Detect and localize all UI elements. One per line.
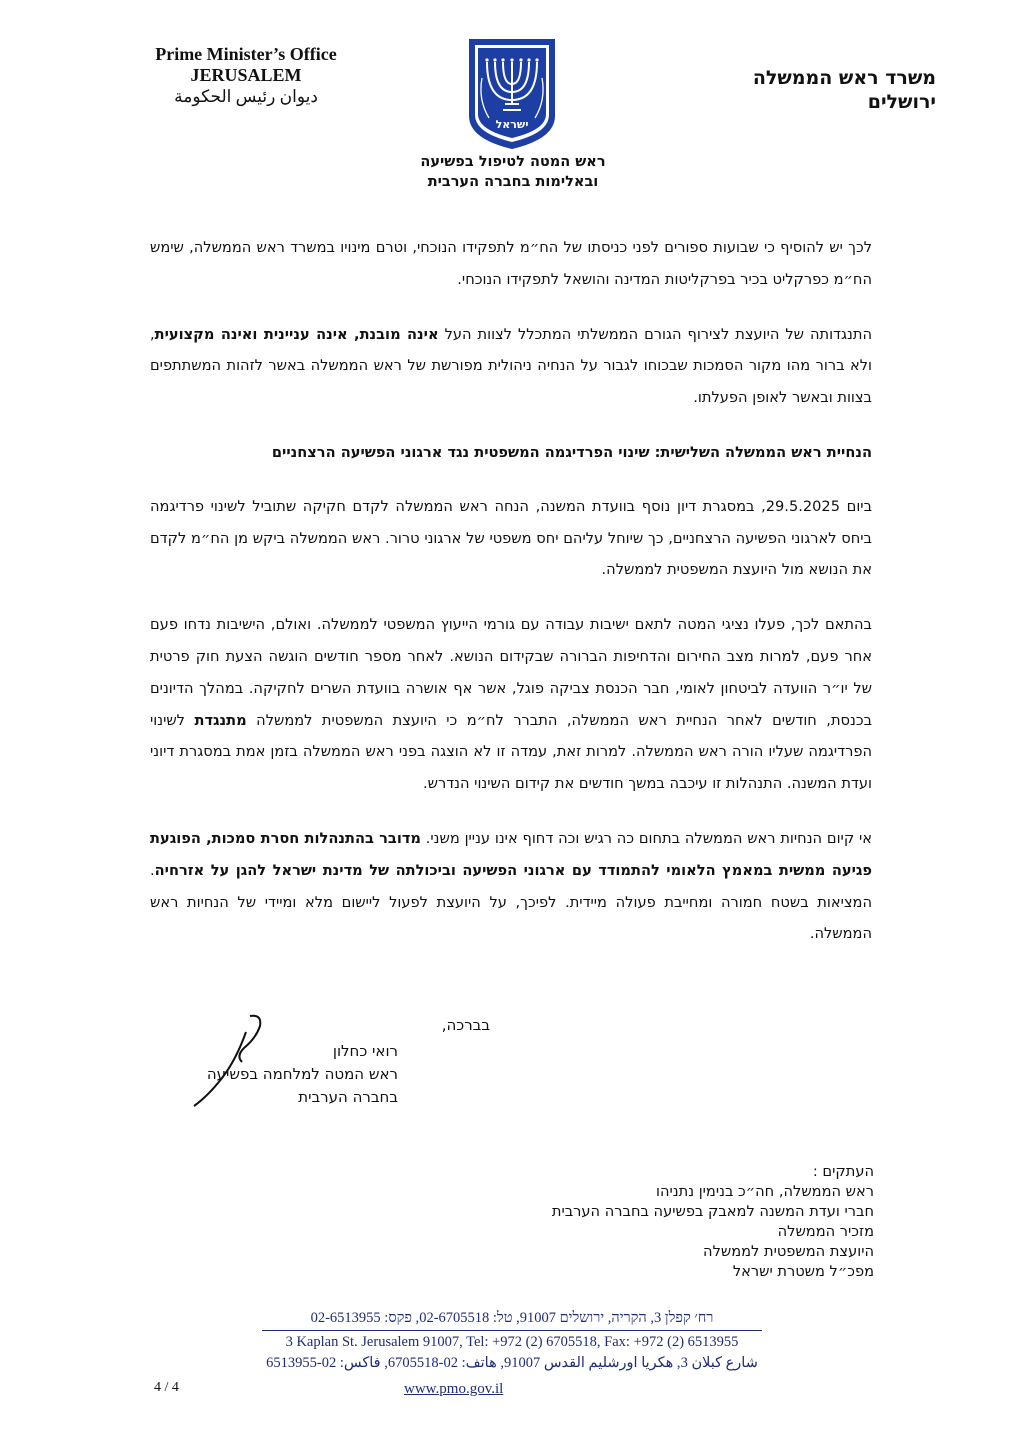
signatory-name: רואי כחלון [332,1042,398,1060]
paragraph-4-text: בהתאם לכך, פעלו נציגי המטה לתאם ישיבות עבודה עם גורמי הייעוץ המשפטי לממשלה. ואולם, הישיבות נדחו פעם אחר פעם, למרות מצב החירום והדחיפות הברורה שבקידום הנושא. לאחר מספר חודשים הוגשה הצעת חוק פרטית של יו״ר הוועדה לביטחון לאומי, חבר הכנסת צביקה פוגל, אשר אף אושרה בוועדת השרים לחקיקה. במהלך הדיונים בכנסת, חודשים לאחר הנחיית ראש הממשלה, התברר לח״מ כי היועצת המשפטית לממשלה [150,616,873,729]
office-name-line1: Prime Minister’s Office [155,44,337,64]
office-city-hebrew: ירושלים [867,91,936,113]
paragraph-2-text-end: , ולא ברור מהו מקור הסמכות שבכוחו לגבור על הנחיה ניהולית מפורשת של ראש הממשלה באשר לזהות המשתתפים בצוות ובאשר לאופן הפעלתו. [150,325,872,407]
cc-item: מפכ״ל משטרת ישראל [732,1263,874,1280]
footer-address-arabic: شارع كبلان 3, هكريا اورشليم القدس 91007, هاتف: 02-6705518, فاكس: 02-6513955 [266,1355,758,1371]
paragraph-5-bold: מדובר בהתנהלות חסרת סמכות, הפוגעת פגיעה ממשית במאמץ הלאומי להתמודד עם ארגוני הפשיעה וביכולתה של מדינת ישראל להגן על אזרחיה [150,829,872,879]
paragraph-1: לכך יש להוסיף כי שבועות ספורים לפני כניסתו של הח״מ לתפקידו הנוכחי, וטרם מינויו במשרד ראש הממשלה, שימש הח״מ כפרקליט בכיר בפרקליטות המדינה והושאל לתפקידו הנוכחי. [150,239,872,288]
paragraph-4-bold: מתנגדת [194,711,247,729]
footer-address [262,1308,762,1374]
section-heading: הנחיית ראש הממשלה השלישית: שינוי הפרדיגמה המשפטית נגד ארגוני הפשיעה הרצחניים [271,443,872,461]
paragraph-5-text-end: . המציאות בשטח חמורה ומחייבת פעולה מיידית. לפיכך, על היועצת לפעול ליישום מלא ומיידי של הנחיות ראש הממשלה. [150,861,872,943]
department-subheading [360,152,666,192]
department-line2: ובאלימות בחברה הערבית [427,174,599,190]
footer-address-hebrew: רח׳ קפלן 3, הקריה, ירושלים 91007, טל: 02-6705518, פקס: 02-6513955 [310,1310,714,1326]
office-name-arabic: ديوان رئيس الحكومة [174,87,318,106]
state-emblem-icon [467,38,557,150]
paragraph-5-text: אי קיום הנחיות ראש הממשלה בתחום כה רגיש וכה דחוף אינו עניין משני. [420,829,872,847]
paragraph-2-text: התנגדותה של היועצת לצירוף הגורם הממשלתי המתכלל לצוות העל [438,325,873,343]
office-name-english [140,44,352,107]
cc-list [414,1162,874,1282]
footer-address-english: 3 Kaplan St. Jerusalem 91007, Tel: +972 (2) 6705518, Fax: +972 (2) 6513955 [285,1334,739,1350]
cc-item: חברי ועדת המשנה למאבק בפשיעה בחברה הערבית [551,1203,874,1220]
office-name-hebrew-line1: משרד ראש הממשלה [752,67,936,89]
cc-item: ראש הממשלה, חה״כ בנימין נתניהו [656,1183,874,1200]
signatory-block [160,1040,398,1109]
closing-greeting: בברכה, [441,1016,490,1034]
emblem-caption: ישראל [495,118,529,131]
cc-item: היועצת המשפטית לממשלה [703,1243,874,1260]
footer-divider [262,1330,762,1331]
paragraph-3: ביום 29.5.2025, במסגרת דיון נוסף בוועדת המשנה, הנחה ראש הממשלה לקדם חקיקה שתוביל לשינוי פרדיגמה ביחס לארגוני הפשיעה הרצחניים, כך שיוחל עליהם יחס משפטי של ארגוני טרור. ראש הממשלה ביקש מן הח״מ לקדם את הנושא מול היועצת המשפטית לממשלה. [150,497,873,579]
paragraph-2 [150,319,872,414]
paragraph-4-text-end: לשינוי הפרדיגמה שעליו הורה ראש הממשלה. למרות זאת, עמדה זו לא הוצגה בפני ראש הממשלה בזמן אמת במסגרת דיוני ועדת המשנה. התנהלות זו עיכבה במשך חודשים את קידום השינוי הנדרש. [150,711,872,793]
office-name-hebrew [753,66,936,114]
paragraph-2-bold: אינה מובנת, אינה עניינית ואינה מקצועית [154,325,439,343]
website-link[interactable]: www.pmo.gov.il [404,1381,504,1397]
page-number: 4 / 4 [154,1380,179,1395]
paragraph-5 [150,823,872,950]
office-city-line: JERUSALEM [190,65,302,85]
paragraph-4 [150,609,872,800]
department-line1: ראש המטה לטיפול בפשיעה [420,154,606,170]
cc-item: מזכיר הממשלה [777,1223,874,1240]
signatory-title-line1: ראש המטה למלחמה בפשיעה [206,1065,398,1083]
signatory-title-line2: בחברה הערבית [298,1088,398,1106]
letter-body [150,232,872,973]
cc-label: העתקים : [812,1163,874,1180]
